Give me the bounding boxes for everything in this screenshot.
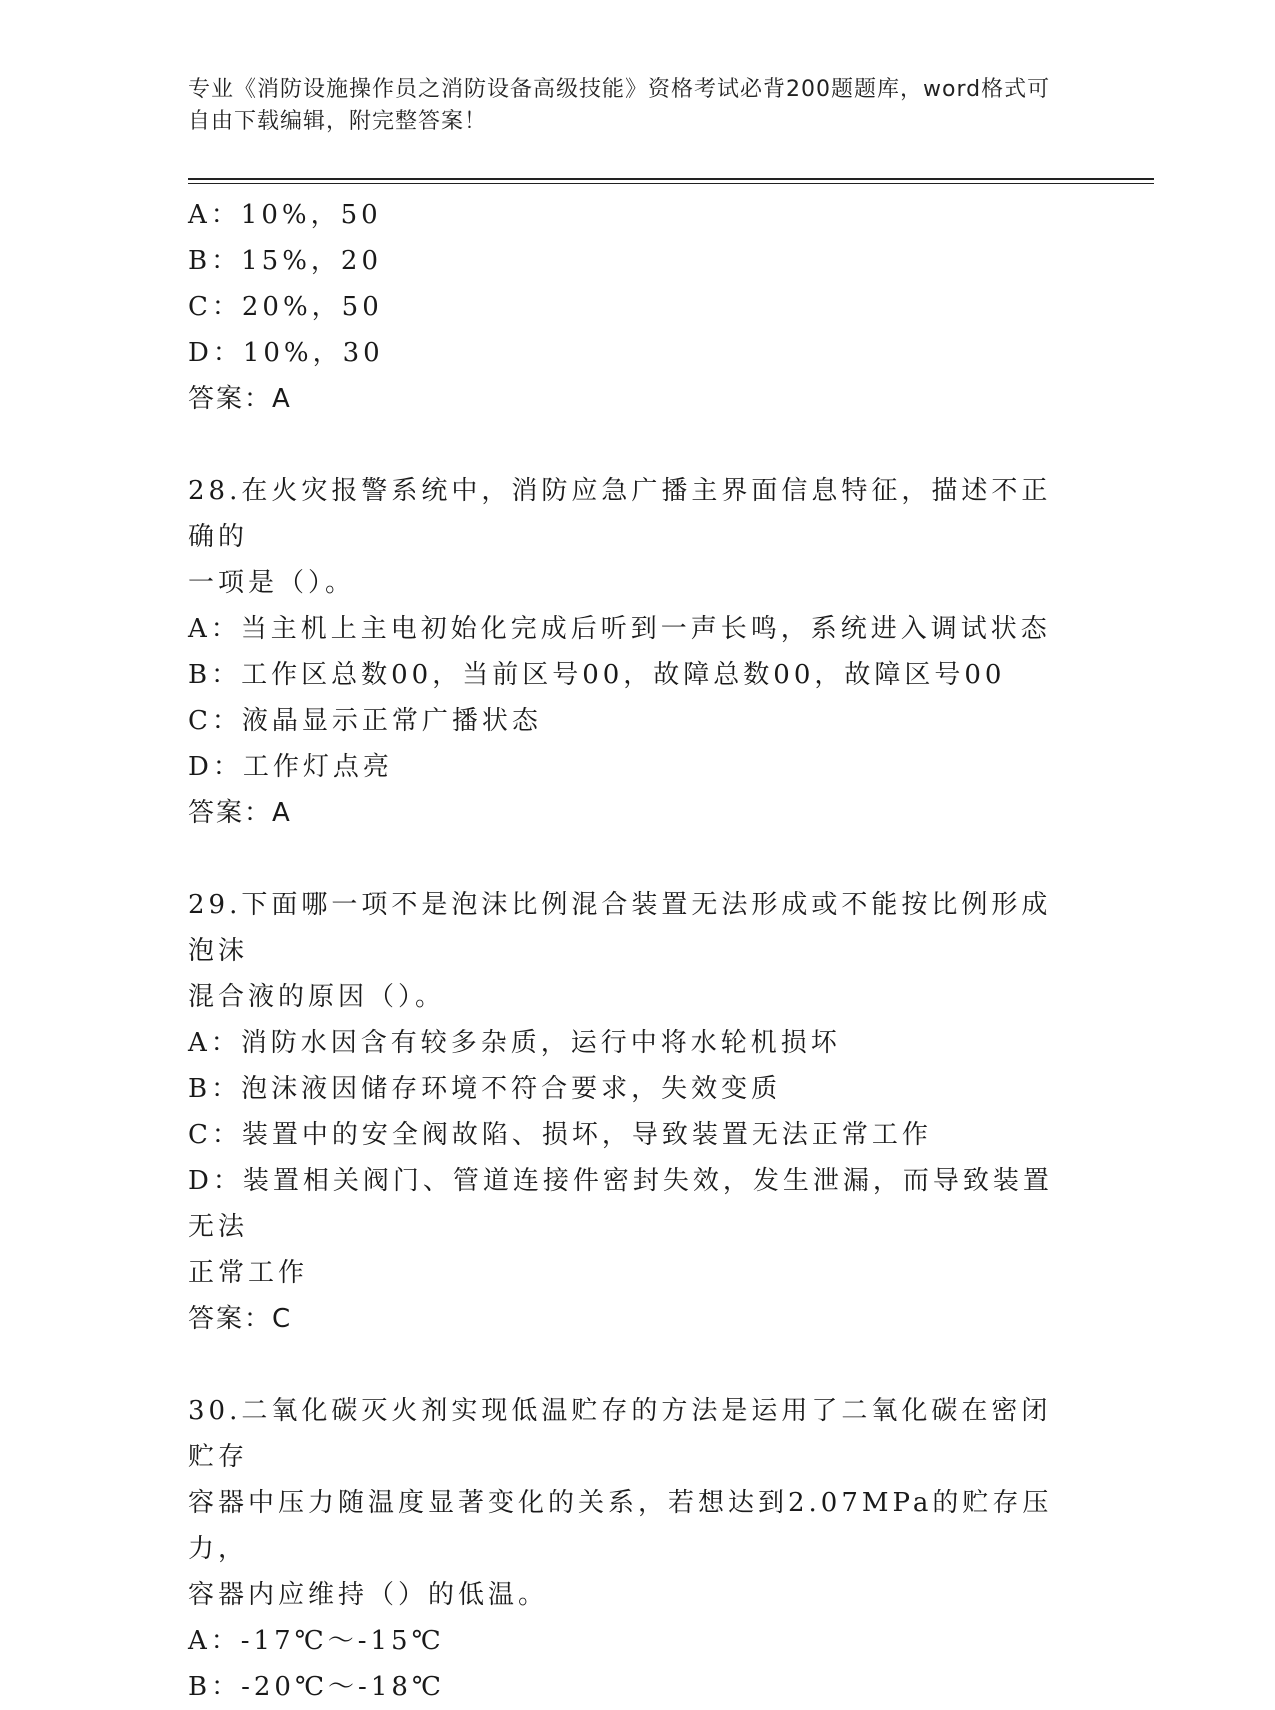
question-stem-continued: 容器中压力随温度显著变化的关系，若想达到2.07MPa的贮存压力， [188, 1488, 1053, 1564]
spacer [188, 422, 1068, 468]
question-29-block [188, 882, 1068, 1342]
question-list [188, 192, 1068, 1710]
option-c: C：20%，50 [188, 292, 383, 322]
header-rule-thin [188, 183, 1154, 184]
question-27-block [188, 192, 1068, 422]
spacer [188, 836, 1068, 882]
question-stem: 30.二氧化碳灭火剂实现低温贮存的方法是运用了二氧化碳在密闭贮存 [188, 1396, 1052, 1472]
option-a: A：10%，50 [188, 200, 382, 230]
option-d-continued: 正常工作 [188, 1258, 309, 1288]
question-stem-continued: 一项是（）。 [188, 568, 356, 598]
question-stem-continued: 混合液的原因（）。 [188, 982, 446, 1012]
answer-label: 答案：A [188, 384, 292, 414]
option-a: A：当主机上主电初始化完成后听到一声长鸣，系统进入调试状态 [188, 614, 1051, 644]
option-c: C：装置中的安全阀故陷、损坏，导致装置无法正常工作 [188, 1120, 932, 1150]
option-c: C：液晶显示正常广播状态 [188, 706, 542, 736]
option-a: A：-17℃～-15℃ [188, 1626, 445, 1656]
option-b: B：-20℃～-18℃ [188, 1672, 446, 1702]
document-header: 专业《消防设施操作员之消防设备高级技能》资格考试必背200题题库，word格式可自由下载编辑，附完整答案！ [188, 77, 1051, 134]
question-stem: 28.在火灾报警系统中，消防应急广播主界面信息特征，描述不正确的 [188, 476, 1052, 552]
option-b: B：泡沫液因储存环境不符合要求，失效变质 [188, 1074, 782, 1104]
header-rule-thick [188, 178, 1154, 180]
option-a: A：消防水因含有较多杂质，运行中将水轮机损坏 [188, 1028, 841, 1058]
option-d: D：工作灯点亮 [188, 752, 393, 782]
option-d: D：装置相关阀门、管道连接件密封失效，发生泄漏，而导致装置无法 [188, 1166, 1053, 1242]
option-b: B：工作区总数00，当前区号00，故障总数00，故障区号00 [188, 660, 1006, 690]
spacer [188, 1342, 1068, 1388]
answer-label: 答案：C [188, 1304, 293, 1334]
question-stem: 29.下面哪一项不是泡沫比例混合装置无法形成或不能按比例形成泡沫 [188, 890, 1052, 966]
question-28-block [188, 468, 1068, 836]
option-b: B：15%，20 [188, 246, 382, 276]
answer-label: 答案：A [188, 798, 292, 828]
question-30-block [188, 1388, 1068, 1710]
question-stem-continued: 容器内应维持（）的低温。 [188, 1580, 549, 1610]
option-d: D：10%，30 [188, 338, 384, 368]
